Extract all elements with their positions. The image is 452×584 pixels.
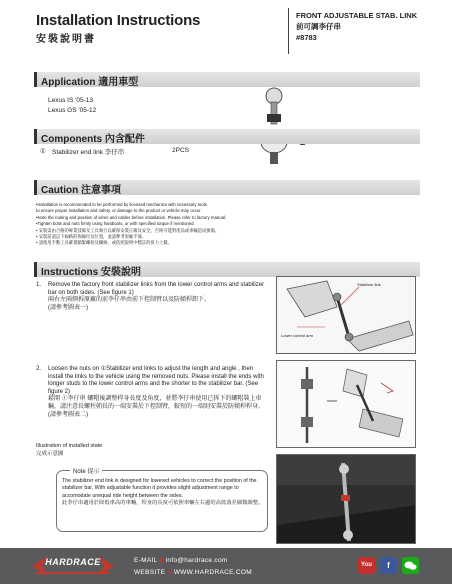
figure-3-drawing [277, 455, 416, 544]
mail-icon: ■ [159, 557, 164, 564]
caution-line: •Installation is recommended to be performed by licensed mechanics with necessary tools [36, 202, 207, 207]
globe-icon: ● [167, 569, 172, 576]
figure-1-label: Stabilizer link [357, 282, 381, 287]
step-number: 1. [36, 282, 42, 288]
caution-line: •Note the routing and position of wires and cables before installation. Please refer to factory manual. [36, 214, 227, 220]
figure-2-drawing [277, 361, 416, 448]
website-link[interactable]: WWW.HARDRACE.COM [173, 569, 252, 576]
email-label: E-MAIL [134, 557, 158, 564]
instructions-section-bar [34, 262, 420, 277]
header-divider [288, 8, 289, 54]
stabilizer-link-photo [250, 82, 310, 172]
brand-name: HARDRACE [45, 557, 101, 567]
vehicle-item: Lexus IS '05-13 [48, 97, 93, 104]
page-subtitle: 安裝說明書 [36, 34, 96, 45]
wechat-icon[interactable] [402, 557, 419, 574]
component-number: ① [40, 148, 46, 155]
caution-line: •Tighten bolts and nuts firmly using handtools, or with specified torque if mentioned. [36, 221, 195, 227]
product-info [296, 10, 417, 43]
components-section-bar [34, 129, 420, 144]
page-title: Installation Instructions [36, 12, 201, 29]
step-number: 2. [36, 366, 42, 372]
step-text-zh: 鬆開 ①李仔串 螺帽後調整桿身長度及角度，並將李仔串使用已拆下的螺帽裝上車輛，請注意長螺柱朝長的一端安裝於下控制臂，較短的一端則安裝於防傾桿桿身。 [48, 396, 265, 410]
note-title: Note 提示 [70, 466, 102, 475]
facebook-icon[interactable]: f [380, 557, 397, 574]
instruction-step-1 [36, 282, 268, 312]
figure-1 [276, 276, 416, 354]
figure-1-label-2: Lower control arm [281, 333, 314, 338]
footer-email-line [134, 557, 228, 564]
instructions-heading: Instructions 安裝說明 [41, 267, 142, 278]
caution-heading: Caution 注意事項 [41, 185, 121, 196]
youtube-icon[interactable]: You [358, 557, 375, 574]
illustration-caption-en: Illustration of installed state [36, 443, 103, 449]
application-heading: Application 適用車型 [41, 77, 139, 88]
figure-2 [276, 360, 416, 448]
email-link[interactable]: info@hardrace.com [165, 557, 228, 564]
caution-list [36, 202, 286, 247]
step-text: Loosen the nuts on ①Stabilizer end links to adjust the length and angle , then install the links to the vehicle using the removed nuts. Please install the ends with longer studs to the lower control arms and the shorter to the stabilizer bar. (See figure 2) [48, 366, 264, 395]
page-header [0, 0, 452, 58]
application-list [48, 96, 96, 116]
step-ref-zh: (請參考圖表一) [48, 304, 88, 311]
instruction-step-2 [36, 366, 268, 419]
figure-1-drawing [277, 277, 416, 354]
caution-line: • 安裝前請記下線路的佈線位及位置，並請參考原廠手冊。 [36, 234, 147, 240]
figure-3-installed-photo [276, 454, 416, 544]
part-number: #8783 [296, 33, 317, 42]
components-heading: Components 內含配件 [41, 134, 145, 145]
application-section-bar [34, 72, 420, 87]
note-text: The stabilizer end link is designed for lowered vehicles to correct the position of the stabilizer bar. With adjustable function it provides slight adjustment range to accomodate unequal ride height between the sides. [62, 478, 257, 499]
illustration-caption-zh: 完成示意圖 [36, 451, 64, 457]
product-name-zh: 前可調李仔串 [296, 22, 341, 31]
note-text-block [62, 478, 264, 508]
component-qty: 2PCS [172, 147, 189, 154]
website-label: WEBSITE [134, 569, 166, 576]
vehicle-item: Lexus GS '05-12 [48, 107, 97, 114]
caution-line: to ensure proper installation and safety, or damage to the product or vehicle may occur. [36, 208, 202, 214]
step-ref-zh: (請參考圖表二) [48, 411, 88, 418]
caution-line: • 請使用手動工具確實鎖緊螺栓及螺絲，或依照說明中標註的扭力上鎖。 [36, 240, 172, 246]
illustration-caption [36, 442, 102, 458]
component-name: Stabilizer end link 李仔串 [52, 149, 125, 156]
caution-section-bar [34, 180, 420, 195]
caution-line: • 安裝需由合格的專業技師及工具執行以確保安裝正確及安全，否則可能對產品或車輛造成損傷。 [36, 227, 220, 233]
note-text-zh: 此李仔串適用於降低車高的車輛，桿身的長度可依照車輛左右邊的高低落差細微調整。 [62, 500, 264, 507]
product-name: FRONT ADJUSTABLE STAB. LINK [296, 11, 418, 20]
footer-website-line [134, 569, 252, 576]
step-text-zh: 兩右左兩側拆原廠的前李仔串由前下控制臂以及防傾桿卸下。 [48, 297, 211, 304]
step-text: Remove the factory front stabilizer links from the lower control arms and stabilizer bar on both sides. (See figure 1) [48, 282, 265, 296]
